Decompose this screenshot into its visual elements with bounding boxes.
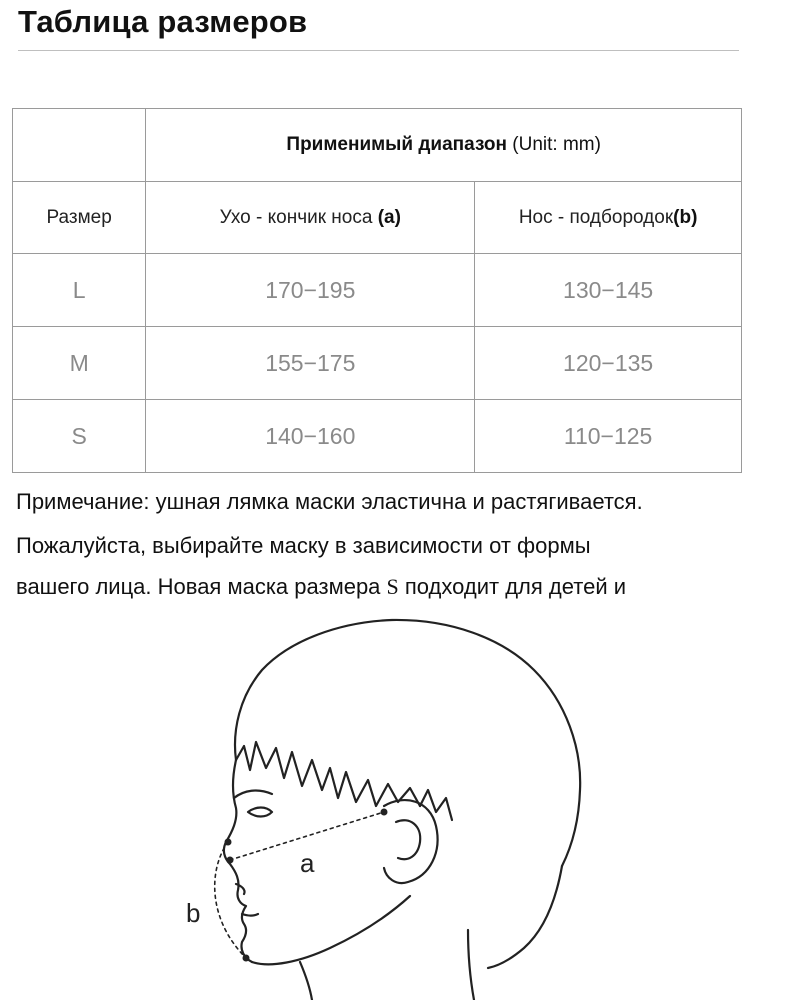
nose-to-chin-cell: 120−135 <box>475 327 742 400</box>
note-size-letter: S <box>386 574 399 599</box>
ear-to-nose-cell: 155−175 <box>146 327 475 400</box>
range-header-label: Применимый диапазон <box>286 134 508 155</box>
size-cell: L <box>13 254 146 327</box>
nose-to-chin-cell: 110−125 <box>475 400 742 473</box>
eye <box>248 808 272 817</box>
range-header-cell <box>146 109 742 182</box>
range-header <box>286 134 601 155</box>
mouth <box>242 914 258 916</box>
eyebrow <box>234 791 272 798</box>
size-column-header: Размер <box>13 182 146 254</box>
nose-to-chin-letter: (b) <box>673 206 698 228</box>
ear-inner <box>396 820 420 859</box>
ear <box>384 800 438 883</box>
measure-point-nose <box>227 857 234 864</box>
measure-point-bridge <box>225 839 232 846</box>
note-line-3-start: вашего лица. Новая маска размера <box>16 574 387 599</box>
table-row <box>13 254 742 327</box>
title-divider <box>18 50 739 51</box>
ear-to-nose-label: Ухо - кончик носа <box>219 206 373 228</box>
note-line-3 <box>16 574 626 600</box>
label-b: b <box>186 898 201 928</box>
empty-corner-cell <box>13 109 146 182</box>
range-unit: (Unit: mm) <box>512 134 601 155</box>
neck-back <box>468 930 474 1000</box>
ear-to-nose-cell: 140−160 <box>146 400 475 473</box>
label-a: a <box>300 848 315 878</box>
note-line-3-end: подходит для детей и <box>398 574 627 599</box>
ear-to-nose-letter: (a) <box>377 206 401 228</box>
size-cell: M <box>13 327 146 400</box>
size-cell: S <box>13 400 146 473</box>
head-profile-illustration <box>180 612 600 1000</box>
hair-fringe <box>236 742 420 806</box>
nose-to-chin-cell: 130−145 <box>475 254 742 327</box>
table-row <box>13 327 742 400</box>
jaw-line <box>252 896 410 964</box>
hair-back <box>488 866 562 968</box>
table-row <box>13 400 742 473</box>
page-title: Таблица размеров <box>18 4 308 39</box>
ear-to-nose-cell: 170−195 <box>146 254 475 327</box>
hair-outline <box>235 620 580 866</box>
note-line-1: Примечание: ушная лямка маски эластична и растягивается. <box>16 489 643 514</box>
nose-to-chin-label: Нос - подбородок <box>518 206 674 228</box>
neck-front <box>300 962 312 1000</box>
size-chart-table <box>12 108 742 473</box>
note-line-2: Пожалуйста, выбирайте маску в зависимости от формы <box>16 533 591 558</box>
table-subheader-row <box>13 182 742 254</box>
hair-sideburn <box>420 790 452 820</box>
measure-point-ear <box>381 809 388 816</box>
table-header-row <box>13 109 742 182</box>
measure-point-chin <box>243 955 250 962</box>
nose-to-chin-header <box>475 182 742 254</box>
ear-to-nose-header <box>146 182 475 254</box>
